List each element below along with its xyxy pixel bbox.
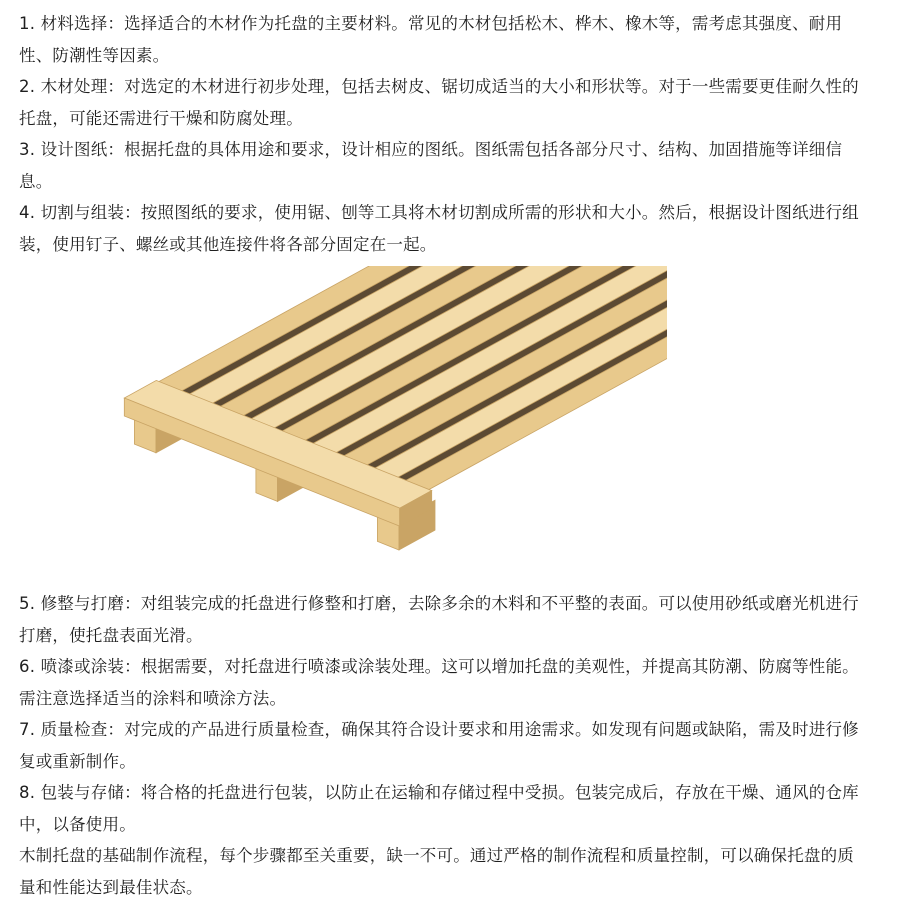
step-4-paragraph: 4. 切割与组装：按照图纸的要求，使用锯、刨等工具将木材切割成所需的形状和大小。然后，根据设计图纸进行组装，使用钉子、螺丝或其他连接件将各部分固定在一起。 (19, 203, 859, 254)
step-6-paragraph: 6. 喷漆或涂装：根据需要，对托盘进行喷漆或涂装处理。这可以增加托盘的美观性，并提高其防潮、防腐等性能。需注意选择适当的涂料和喷涂方法。 (19, 657, 859, 708)
wooden-pallet-illustration (107, 266, 667, 584)
pallet-image (107, 266, 667, 584)
step-8-paragraph: 8. 包装与存储：将合格的托盘进行包装，以防止在运输和存储过程中受损。包装完成后，存放在干燥、通风的仓库中，以备使用。 (19, 783, 859, 834)
step-2-paragraph: 2. 木材处理：对选定的木材进行初步处理，包括去树皮、锯切成适当的大小和形状等。对于一些需要更佳耐久性的托盘，可能还需进行干燥和防腐处理。 (19, 77, 859, 128)
step-1-paragraph: 1. 材料选择：选择适合的木材作为托盘的主要材料。常见的木材包括松木、桦木、橡木等，需考虑其强度、耐用性、防潮性等因素。 (19, 14, 843, 65)
step-5-paragraph: 5. 修整与打磨：对组装完成的托盘进行修整和打磨，去除多余的木料和不平整的表面。可以使用砂纸或磨光机进行打磨，使托盘表面光滑。 (19, 594, 859, 645)
step-3-paragraph: 3. 设计图纸：根据托盘的具体用途和要求，设计相应的图纸。图纸需包括各部分尺寸、结构、加固措施等详细信息。 (19, 140, 843, 191)
summary-paragraph: 木制托盘的基础制作流程，每个步骤都至关重要，缺一不可。通过严格的制作流程和质量控制，可以确保托盘的质量和性能达到最佳状态。 (19, 846, 854, 897)
step-7-paragraph: 7. 质量检查：对完成的产品进行质量检查，确保其符合设计要求和用途需求。如发现有问题或缺陷，需及时进行修复或重新制作。 (19, 720, 859, 771)
